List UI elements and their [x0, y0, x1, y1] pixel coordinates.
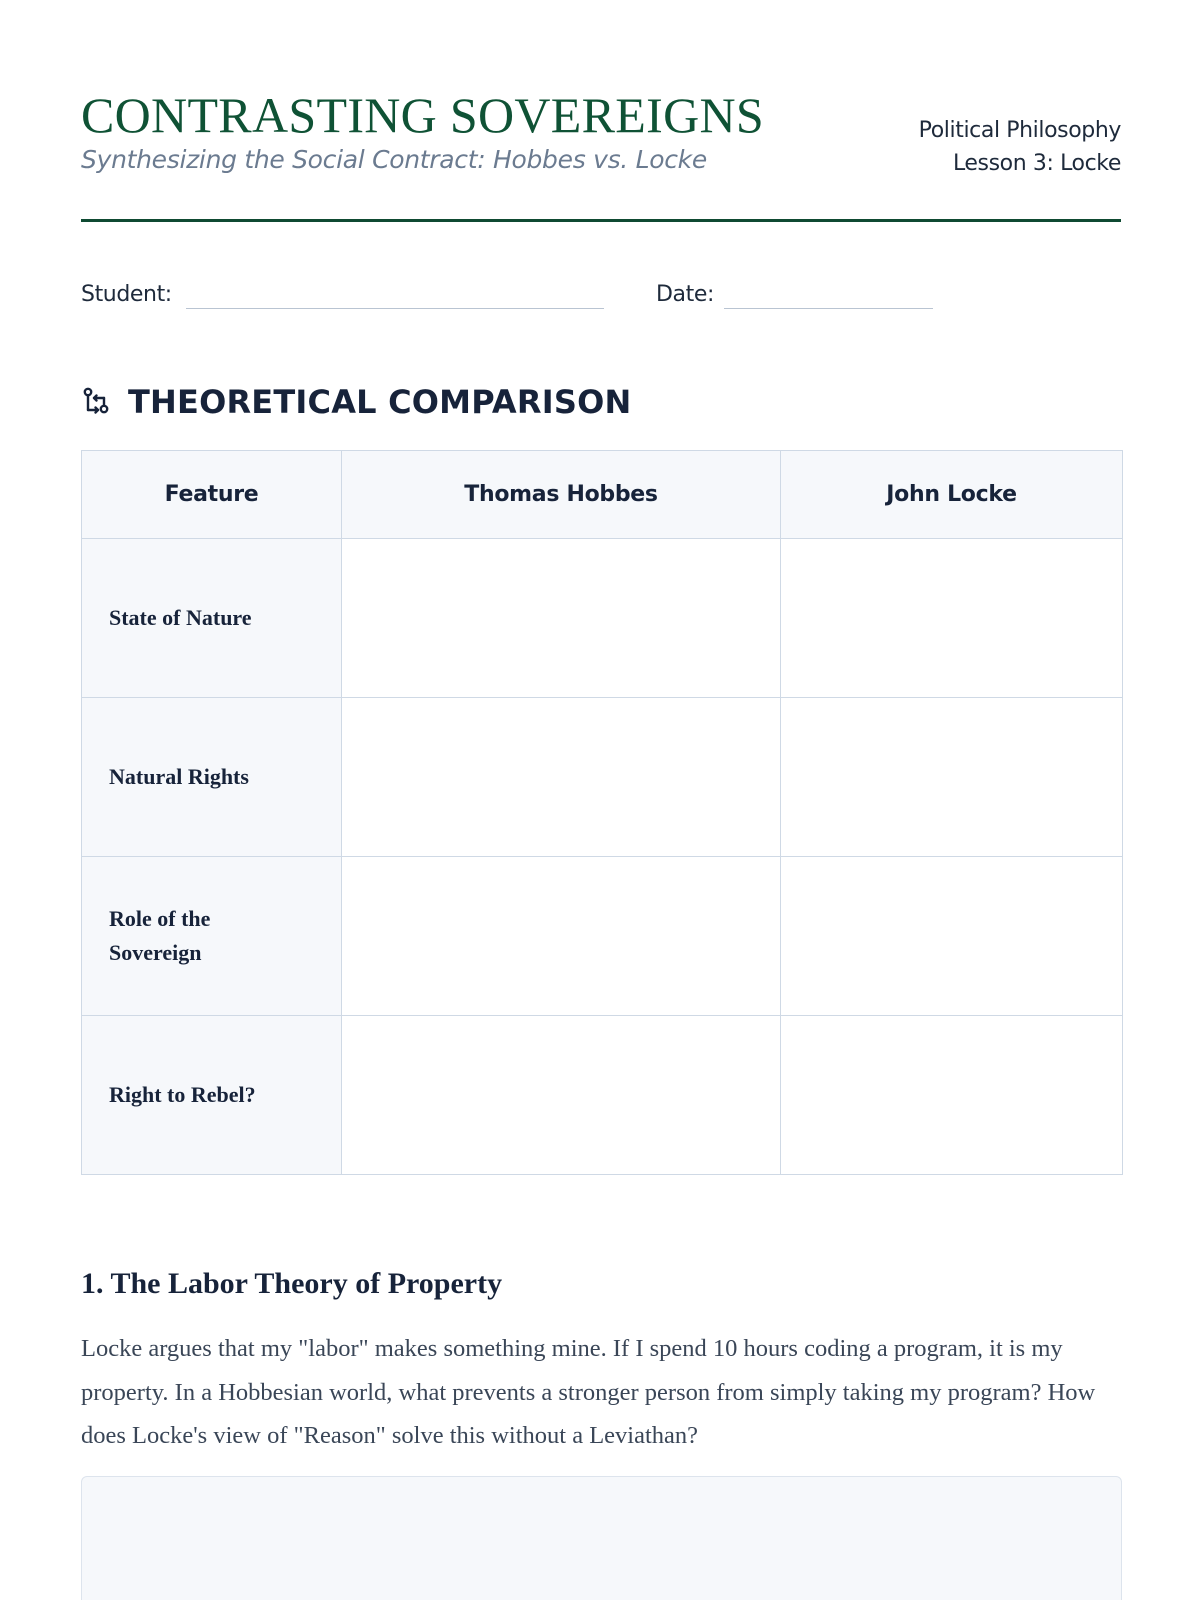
date-label: Date: [656, 282, 714, 307]
worksheet-page [81, 0, 1121, 1600]
hobbes-answer-cell[interactable] [342, 857, 781, 1016]
locke-answer-cell[interactable] [781, 539, 1123, 698]
student-label: Student: [81, 282, 172, 307]
course-name: Political Philosophy [918, 118, 1121, 143]
hobbes-answer-cell[interactable] [342, 1016, 781, 1175]
column-header-locke: John Locke [781, 451, 1123, 539]
page-title: CONTRASTING SOVEREIGNS [81, 87, 765, 143]
page-subtitle: Synthesizing the Social Contract: Hobbes vs. Locke [81, 145, 707, 174]
worksheet-header [81, 80, 1121, 222]
section-title: THEORETICAL COMPARISON [128, 383, 632, 421]
question-heading: 1. The Labor Theory of Property [81, 1267, 503, 1300]
question-prompt: Locke argues that my "labor" makes something mine. If I spend 10 hours coding a program, it is my property. In a Hobbesian world, what prevents a stronger person from simply taking my program? How does Locke's view of "Reason" solve this without a Leviathan? [81, 1335, 1096, 1449]
table-row [82, 1016, 1123, 1175]
section-heading [81, 378, 881, 426]
locke-answer-cell[interactable] [781, 698, 1123, 857]
hobbes-answer-cell[interactable] [342, 698, 781, 857]
locke-answer-cell[interactable] [781, 1016, 1123, 1175]
feature-label: Natural Rights [82, 698, 342, 857]
student-name-field[interactable] [186, 308, 604, 309]
table-header-row [82, 451, 1123, 539]
locke-answer-cell[interactable] [781, 857, 1123, 1016]
table-row [82, 857, 1123, 1016]
student-info-fields [81, 276, 1121, 316]
course-meta [919, 114, 1121, 180]
comparison-table [81, 450, 1123, 1175]
lesson-name: Lesson 3: Locke [952, 151, 1121, 176]
answer-box[interactable] [81, 1476, 1122, 1600]
table-row [82, 698, 1123, 857]
column-header-feature: Feature [82, 451, 342, 539]
feature-label: State of Nature [82, 539, 342, 698]
column-header-hobbes: Thomas Hobbes [342, 451, 781, 539]
feature-label: Right to Rebel? [82, 1016, 342, 1175]
date-field[interactable] [724, 308, 933, 309]
hobbes-answer-cell[interactable] [342, 539, 781, 698]
compare-arrows-icon [81, 386, 111, 416]
header-divider [81, 219, 1121, 222]
table-row [82, 539, 1123, 698]
feature-label: Role of the Sovereign [82, 857, 342, 1016]
